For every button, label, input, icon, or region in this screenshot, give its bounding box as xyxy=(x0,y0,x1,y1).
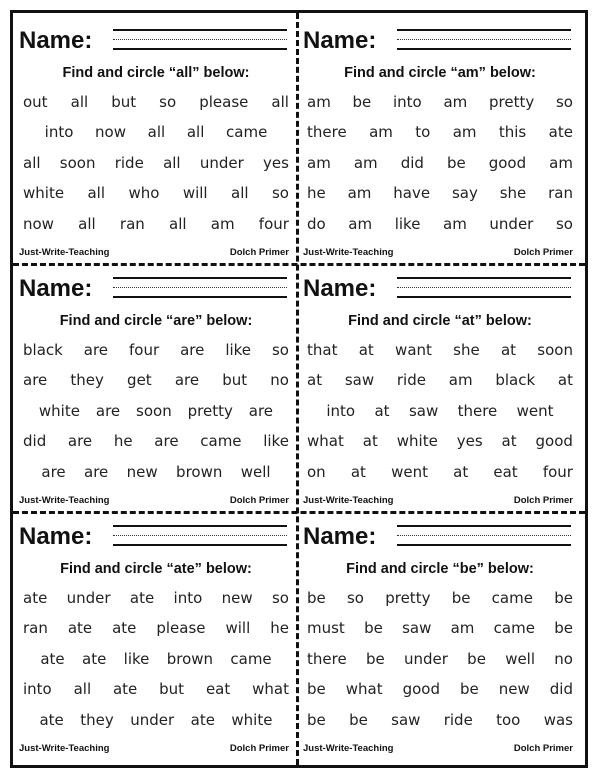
instruction: Find and circle “am” below: xyxy=(344,65,536,81)
word-row xyxy=(307,461,573,483)
word[interactable]: white xyxy=(396,432,438,450)
word[interactable]: soon xyxy=(537,341,573,359)
footer-level: Dolch Primer xyxy=(229,247,289,258)
word[interactable]: brown xyxy=(166,650,214,668)
word[interactable]: so xyxy=(159,93,177,111)
word[interactable]: came xyxy=(491,589,533,607)
name-writing-lines[interactable] xyxy=(113,29,287,50)
name-field xyxy=(303,273,575,307)
footer-brand: Just-Write-Teaching xyxy=(303,743,394,754)
word[interactable]: saw xyxy=(408,402,439,420)
word[interactable]: into xyxy=(393,93,422,111)
word[interactable]: four xyxy=(258,215,289,233)
word[interactable]: she xyxy=(453,341,480,359)
word[interactable]: soon xyxy=(59,154,96,172)
word-row xyxy=(23,339,289,361)
word[interactable]: there xyxy=(457,402,498,420)
word[interactable]: she xyxy=(499,184,527,202)
word[interactable]: are xyxy=(41,463,66,481)
word[interactable]: want xyxy=(395,341,432,359)
word[interactable]: be xyxy=(364,619,383,637)
word[interactable]: ate xyxy=(82,650,107,668)
word[interactable]: went xyxy=(391,463,428,481)
word[interactable]: to xyxy=(415,123,431,141)
footer-brand: Just-Write-Teaching xyxy=(303,495,394,506)
word[interactable]: ate xyxy=(67,619,93,637)
word[interactable]: now xyxy=(95,123,126,141)
word[interactable]: all xyxy=(231,184,249,202)
word[interactable]: pretty xyxy=(385,589,431,607)
word[interactable]: now xyxy=(23,215,54,233)
footer-level: Dolch Primer xyxy=(513,247,573,258)
name-label: Name: xyxy=(303,27,377,54)
word[interactable]: at xyxy=(374,402,390,420)
word[interactable]: are xyxy=(154,432,179,450)
word-card xyxy=(13,261,299,511)
word[interactable]: new xyxy=(221,589,253,607)
word[interactable]: am xyxy=(448,371,473,389)
word[interactable]: am xyxy=(210,215,235,233)
word[interactable]: ate xyxy=(23,589,48,607)
word[interactable]: yes xyxy=(456,432,483,450)
word[interactable]: black xyxy=(23,341,63,359)
name-writing-lines[interactable] xyxy=(113,277,287,298)
word[interactable]: must xyxy=(307,619,345,637)
word[interactable]: are xyxy=(23,371,48,389)
word[interactable]: ate xyxy=(129,589,155,607)
word[interactable]: be xyxy=(467,650,486,668)
word[interactable]: at xyxy=(307,371,323,389)
word[interactable]: so xyxy=(271,341,289,359)
word[interactable]: white xyxy=(38,402,80,420)
word[interactable]: at xyxy=(453,463,469,481)
word[interactable]: be xyxy=(307,680,326,698)
word[interactable]: so xyxy=(271,589,289,607)
name-writing-lines[interactable] xyxy=(397,29,571,50)
name-writing-lines[interactable] xyxy=(113,525,287,546)
word-row xyxy=(307,587,573,609)
footer-level: Dolch Primer xyxy=(229,743,289,754)
word[interactable]: be xyxy=(365,650,385,668)
name-field xyxy=(19,521,291,555)
name-label: Name: xyxy=(303,523,377,550)
word[interactable]: all xyxy=(78,215,96,233)
word[interactable]: he xyxy=(113,432,133,450)
word-card xyxy=(297,261,583,511)
word[interactable]: like xyxy=(225,341,252,359)
word[interactable]: came xyxy=(493,619,535,637)
instruction: Find and circle “are” below: xyxy=(59,313,253,329)
word[interactable]: ran xyxy=(548,184,573,202)
word-row xyxy=(307,182,573,204)
word-row xyxy=(307,678,573,700)
word[interactable]: ate xyxy=(190,711,215,729)
word[interactable]: but xyxy=(111,93,137,111)
word[interactable]: am xyxy=(348,215,373,233)
word[interactable]: there xyxy=(307,650,347,668)
word[interactable]: new xyxy=(126,463,158,481)
word[interactable]: under xyxy=(66,589,111,607)
word-row xyxy=(23,91,289,113)
word-row xyxy=(23,400,289,422)
word[interactable]: no xyxy=(554,650,573,668)
word[interactable]: pretty xyxy=(187,402,233,420)
word[interactable]: into xyxy=(173,589,203,607)
word[interactable]: all xyxy=(70,93,89,111)
word[interactable]: did xyxy=(549,680,573,698)
word[interactable]: eat xyxy=(493,463,518,481)
footer-brand: Just-Write-Teaching xyxy=(19,495,110,506)
word[interactable]: under xyxy=(403,650,448,668)
word[interactable]: do xyxy=(307,215,326,233)
word[interactable]: are xyxy=(174,371,200,389)
name-field xyxy=(303,521,575,555)
word-row xyxy=(23,461,289,483)
word[interactable]: under xyxy=(489,215,534,233)
word[interactable]: white xyxy=(23,184,65,202)
word[interactable]: are xyxy=(95,402,121,420)
word[interactable]: eat xyxy=(205,680,231,698)
word[interactable]: soon xyxy=(136,402,172,420)
word[interactable]: am xyxy=(307,93,331,111)
word[interactable]: like xyxy=(263,432,289,450)
word[interactable]: into xyxy=(23,680,52,698)
word-row xyxy=(23,213,289,235)
word-row xyxy=(307,213,573,235)
word[interactable]: say xyxy=(451,184,478,202)
footer-brand: Just-Write-Teaching xyxy=(303,247,394,258)
word[interactable]: so xyxy=(555,93,573,111)
footer-level: Dolch Primer xyxy=(513,495,573,506)
word[interactable]: saw xyxy=(344,371,375,389)
word[interactable]: that xyxy=(307,341,338,359)
word[interactable]: are xyxy=(84,463,109,481)
word[interactable]: did xyxy=(23,432,47,450)
word[interactable]: came xyxy=(226,123,268,141)
word[interactable]: all xyxy=(73,680,92,698)
word[interactable]: am xyxy=(443,93,468,111)
word[interactable]: ride xyxy=(443,711,473,729)
word[interactable]: am xyxy=(307,154,331,172)
word[interactable]: came xyxy=(230,650,272,668)
word-row xyxy=(307,400,573,422)
word[interactable]: well xyxy=(505,650,536,668)
word-row xyxy=(23,152,289,174)
word[interactable]: am xyxy=(353,154,378,172)
word[interactable]: so xyxy=(555,215,573,233)
instruction: Find and circle “all” below: xyxy=(62,65,250,81)
name-label: Name: xyxy=(19,523,93,550)
word[interactable]: what xyxy=(345,680,383,698)
word[interactable]: ran xyxy=(23,619,48,637)
word[interactable]: on xyxy=(307,463,326,481)
word[interactable]: please xyxy=(199,93,249,111)
name-writing-lines[interactable] xyxy=(397,525,571,546)
word[interactable]: four xyxy=(129,341,160,359)
word[interactable]: be xyxy=(307,589,326,607)
word[interactable]: all xyxy=(147,123,166,141)
word[interactable]: be xyxy=(352,93,372,111)
word[interactable]: be xyxy=(451,589,471,607)
word-row xyxy=(307,121,573,143)
word[interactable]: ate xyxy=(112,680,138,698)
word[interactable]: no xyxy=(270,371,289,389)
word[interactable]: are xyxy=(180,341,205,359)
word[interactable]: all xyxy=(23,154,41,172)
name-label: Name: xyxy=(19,27,93,54)
word[interactable]: will xyxy=(182,184,208,202)
word[interactable]: did xyxy=(400,154,424,172)
word[interactable]: like xyxy=(123,650,150,668)
word[interactable]: all xyxy=(169,215,187,233)
word-row xyxy=(307,648,573,670)
word-row xyxy=(23,121,289,143)
word[interactable]: please xyxy=(156,619,206,637)
word-card xyxy=(297,509,583,759)
word[interactable]: ate xyxy=(39,711,64,729)
name-field xyxy=(19,273,291,307)
word-row xyxy=(23,678,289,700)
word[interactable]: he xyxy=(270,619,289,637)
word[interactable]: new xyxy=(498,680,530,698)
footer-level: Dolch Primer xyxy=(513,743,573,754)
footer-brand: Just-Write-Teaching xyxy=(19,247,110,258)
word[interactable]: ride xyxy=(396,371,426,389)
word[interactable]: at xyxy=(350,463,366,481)
word[interactable]: who xyxy=(128,184,160,202)
word-row xyxy=(23,648,289,670)
word[interactable]: under xyxy=(199,154,244,172)
word[interactable]: ran xyxy=(119,215,145,233)
word[interactable]: good xyxy=(402,680,441,698)
word[interactable]: all xyxy=(87,184,106,202)
word[interactable]: am xyxy=(347,184,372,202)
word-row xyxy=(307,430,573,452)
word[interactable]: was xyxy=(543,711,573,729)
word-card xyxy=(297,13,583,263)
name-field xyxy=(303,25,575,59)
word-row xyxy=(23,369,289,391)
word[interactable]: ride xyxy=(114,154,144,172)
word[interactable]: ate xyxy=(40,650,65,668)
word[interactable]: ate xyxy=(112,619,137,637)
word[interactable]: they xyxy=(80,711,114,729)
word[interactable]: good xyxy=(535,432,573,450)
word[interactable]: what xyxy=(307,432,344,450)
word[interactable]: but xyxy=(159,680,185,698)
word[interactable]: at xyxy=(362,432,378,450)
word[interactable]: went xyxy=(516,402,554,420)
word[interactable]: like xyxy=(394,215,421,233)
word[interactable]: all xyxy=(163,154,181,172)
word[interactable]: four xyxy=(542,463,573,481)
word[interactable]: at xyxy=(500,341,517,359)
word-row xyxy=(307,339,573,361)
name-writing-lines[interactable] xyxy=(397,277,571,298)
word-row xyxy=(23,709,289,731)
word[interactable]: well xyxy=(240,463,271,481)
word[interactable]: pretty xyxy=(488,93,535,111)
word[interactable]: so xyxy=(346,589,364,607)
word[interactable]: into xyxy=(326,402,356,420)
name-label: Name: xyxy=(303,275,377,302)
word[interactable]: but xyxy=(222,371,248,389)
word[interactable]: at xyxy=(557,371,573,389)
word[interactable]: have xyxy=(393,184,431,202)
instruction: Find and circle “ate” below: xyxy=(60,561,252,577)
word-row xyxy=(23,430,289,452)
word[interactable]: be xyxy=(554,619,573,637)
footer-brand: Just-Write-Teaching xyxy=(19,743,110,754)
name-field xyxy=(19,25,291,59)
footer-level: Dolch Primer xyxy=(229,495,289,506)
word[interactable]: am xyxy=(452,123,477,141)
word[interactable]: all xyxy=(271,93,289,111)
word[interactable]: what xyxy=(252,680,289,698)
word[interactable]: at xyxy=(501,432,517,450)
word[interactable]: they xyxy=(70,371,104,389)
word-row xyxy=(23,617,289,639)
word[interactable]: saw xyxy=(391,711,421,729)
instruction: Find and circle “be” below: xyxy=(346,561,534,577)
word[interactable]: ate xyxy=(548,123,573,141)
name-label: Name: xyxy=(19,275,93,302)
word[interactable]: came xyxy=(200,432,242,450)
instruction: Find and circle “at” below: xyxy=(348,313,532,329)
word[interactable]: good xyxy=(488,154,527,172)
word[interactable]: at xyxy=(358,341,374,359)
word[interactable]: under xyxy=(130,711,175,729)
word[interactable]: are xyxy=(248,402,274,420)
word-row xyxy=(307,709,573,731)
word-row xyxy=(307,91,573,113)
word[interactable]: all xyxy=(186,123,205,141)
word[interactable]: out xyxy=(23,93,48,111)
word[interactable]: so xyxy=(271,184,289,202)
word-card xyxy=(13,509,299,759)
word-row xyxy=(307,617,573,639)
word[interactable]: am xyxy=(549,154,573,172)
word-row xyxy=(23,587,289,609)
word[interactable]: he xyxy=(307,184,326,202)
word-row xyxy=(307,152,573,174)
word[interactable]: are xyxy=(83,341,109,359)
word[interactable]: brown xyxy=(176,463,223,481)
word[interactable]: be xyxy=(349,711,368,729)
word[interactable]: are xyxy=(67,432,93,450)
word[interactable]: get xyxy=(127,371,152,389)
word[interactable]: be xyxy=(554,589,573,607)
word[interactable]: too xyxy=(496,711,521,729)
word[interactable]: will xyxy=(225,619,251,637)
word[interactable]: black xyxy=(495,371,536,389)
word[interactable]: this xyxy=(498,123,527,141)
word[interactable]: be xyxy=(307,711,326,729)
word[interactable]: be xyxy=(446,154,466,172)
word[interactable]: into xyxy=(44,123,74,141)
word-row xyxy=(307,369,573,391)
word[interactable]: saw xyxy=(402,619,432,637)
word[interactable]: am xyxy=(443,215,467,233)
word[interactable]: am xyxy=(369,123,393,141)
word[interactable]: there xyxy=(307,123,347,141)
word[interactable]: white xyxy=(231,711,273,729)
word[interactable]: am xyxy=(450,619,475,637)
word[interactable]: be xyxy=(460,680,479,698)
word-row xyxy=(23,182,289,204)
word-card xyxy=(13,13,299,263)
word[interactable]: yes xyxy=(263,154,289,172)
